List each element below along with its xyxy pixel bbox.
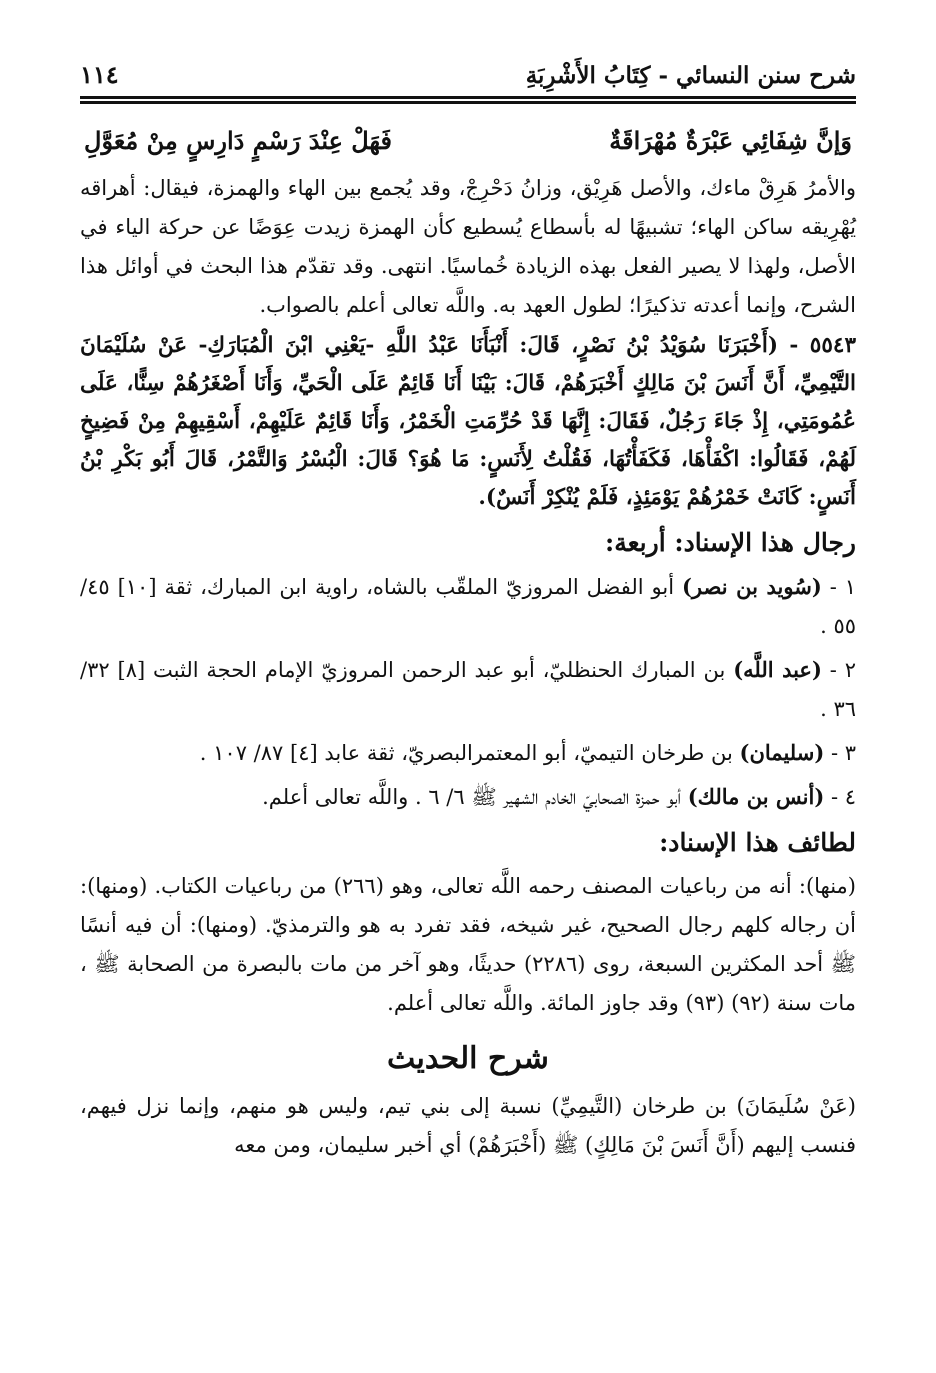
narrator-item	[80, 567, 856, 646]
header-rule	[80, 96, 856, 99]
sharh-paragraph: (عَنْ سُلَيمَانَ) بن طرخان (التَّيمِيِّ) نسبة إلى بني تيم، وليس هو منهم، وإنما نزل فيهم، فنسب إليهم (أَنَّ أَنَسَ بْنَ مَالِكٍ) ﷺ (أَخْبَرَهُمْ) أي أخبر سليمان، ومن معه	[80, 1094, 856, 1157]
narrator-item	[80, 777, 856, 817]
narrator-item	[80, 650, 856, 729]
narrator-name: (أنس بن مالك)	[687, 784, 825, 809]
hadith-text: ٥٥٤٣ - (أَخْبَرَنَا سُوَيْدُ بْنُ نَصْرٍ، قَالَ: أَنْبَأَنَا عَبْدُ اللَّهِ -يَعْنِي ابْنَ الْمُبَارَكِ- عَنْ سُلَيْمَانَ التَّيْمِيِّ، أَنَّ أَنَسَ بْنَ مَالِكٍ أَخْبَرَهُمْ، قَالَ: بَيْنَا أَنَا قَائِمٌ عَلَى الْحَيِّ، وَأَنَا أَصْغَرُهُمْ سِنًّا، عَلَى عُمُومَتِي، إِذْ جَاءَ رَجُلٌ، فَقَالَ: إِنَّهَا قَدْ حُرِّمَتِ الْخَمْرُ، وَأَنَا قَائِمٌ عَلَيْهِمْ، أَسْقِيهِمْ مِنْ فَضِيخٍ لَهُمْ، فَقَالُوا: اكْفَأْهَا، فَكَفَأْتُهَا، فَقُلْتُ لِأَنَسٍ: مَا هُوَ؟ قَالَ: الْبُسْرُ وَالتَّمْرُ، قَالَ أَبُو بَكْرِ بْنُ أَنَسٍ: كَانَتْ خَمْرُهُمْ يَوْمَئِذٍ، فَلَمْ يُنْكِرْ أَنَسٌ).	[80, 333, 856, 510]
narrator-description: بن طرخان التيميّ، أبو المعتمرالبصريّ، ثقة عابد [٤] ٨٧/ ١٠٧ .	[199, 741, 740, 765]
header-title: شرح سنن النسائي - كِتَابُ الأَشْرِبَةِ	[525, 62, 856, 89]
verse-second-hemistich: فَهَلْ عِنْدَ رَسْمٍ دَارِسٍ مِنْ مُعَوَّلِ	[84, 126, 392, 155]
running-header	[80, 60, 856, 94]
narrator-number: ٣ -	[824, 741, 856, 765]
lataif-paragraph: (منها): أنه من رباعيات المصنف رحمه اللَّه تعالى، وهو (٢٦٦) من رباعيات الكتاب. (ومنها): أن رجاله كلهم رجال الصحيح، غير شيخه، فقد تفرد به هو والترمذيّ. (ومنها): أن فيه أنسًا ﷺ أحد المكثرين السبعة، روى (٢٢٨٦) حديثًا، وهو آخر من مات بالبصرة من الصحابة ﷺ ، مات سنة (٩٢) (٩٣) وقد جاوز المائة. واللَّه تعالى أعلم.	[80, 874, 856, 1015]
poetry-verse	[84, 121, 852, 161]
narrator-number: ٢ -	[821, 658, 856, 682]
page-number: ١١٤	[80, 60, 119, 89]
sharh-heading: شرح الحديث	[387, 1041, 549, 1076]
intro-paragraph: والأمرُ هَرِقْ ماءك، والأصل هَرِيْق، وزانُ دَحْرِجْ، وقد يُجمع بين الهاء والهمزة، فيقال: أهراقه يُهْرِيقه ساكن الهاء؛ تشبيهًا له بأسطاع يُسطيع كأن الهمزة زيدت عِوَضًا عن حركة الياء في الأصل، ولهذا لا يصير الفعل بهذه الزيادة خُماسيًا. انتهى. وقد تقدّم هذا البحث في أوائل هذا الشرح، وإنما أعدته تذكيرًا؛ لطول العهد به. واللَّه تعالى أعلم بالصواب.	[80, 176, 856, 317]
narrator-name: (عبد اللَّه)	[733, 657, 822, 682]
narrator-number: ٤ -	[824, 785, 856, 809]
verse-first-hemistich: وَإنَّ شِفَائِي عَبْرَةٌ مُهْرَاقَةٌ	[609, 126, 852, 155]
rijal-heading: رجال هذا الإسناد: أربعة:	[604, 528, 856, 557]
page	[80, 60, 856, 1165]
narrator-description: بن المبارك الحنظليّ، أبو عبد الرحمن المروزيّ الإمام الحجة الثبت [٨] ٣٢/ ٣٦ .	[80, 658, 856, 721]
lataif-heading: لطائف هذا الإسناد:	[659, 828, 856, 857]
narrator-name: (سليمان)	[739, 740, 825, 765]
narrator-description: أبو حمزة الصحابيّ الخادم الشهير ﷺ ٦/ ٦ . واللَّه تعالى أعلم.	[262, 785, 688, 809]
narrator-name: (سُويد بن نصر)	[682, 574, 822, 599]
narrator-item	[80, 733, 856, 773]
narrator-description: أبو الفضل المروزيّ الملقّب بالشاه، راوية ابن المبارك، ثقة [١٠] ٤٥/ ٥٥ .	[80, 575, 856, 638]
narrator-list	[80, 567, 856, 817]
narrator-number: ١ -	[821, 575, 857, 599]
